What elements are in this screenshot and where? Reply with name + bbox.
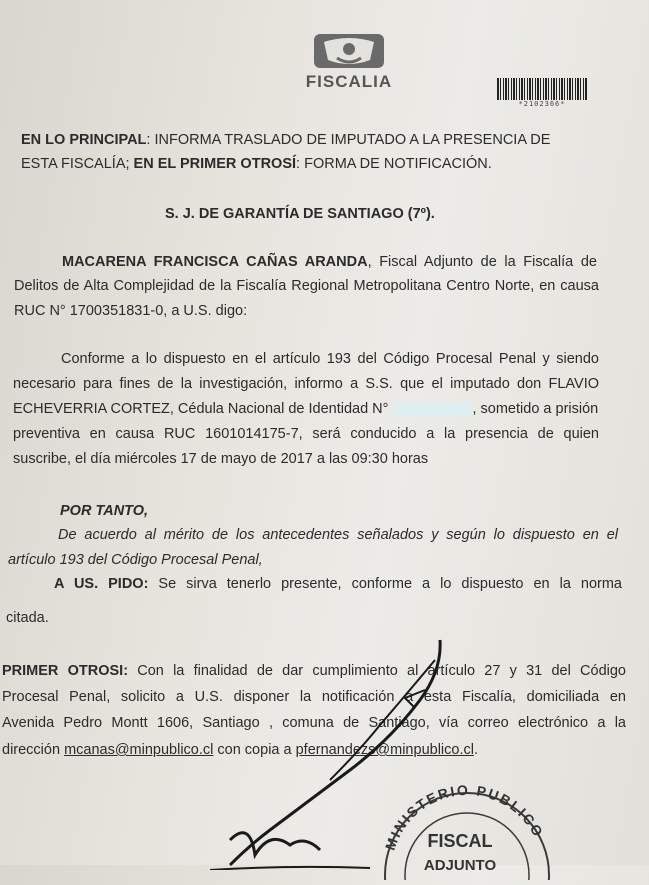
por-tanto: POR TANTO, — [60, 503, 149, 519]
intro-line-1 — [62, 253, 597, 271]
email-link-1[interactable]: mcanas@minpublico.cl — [64, 742, 214, 758]
barcode-bars — [497, 78, 587, 100]
pido-label: A US. PIDO: — [54, 576, 149, 592]
body-text-2: , sometido a prisión — [472, 401, 599, 417]
otrosi-text-5: con copia a — [213, 742, 296, 758]
court-heading: S. J. DE GARANTÍA DE SANTIAGO (7º). — [165, 206, 435, 222]
otrosi-text-6: . — [473, 742, 478, 758]
body-line-5: suscribe, el día miércoles 17 de mayo de 2017 a las 09:30 horas — [13, 451, 429, 467]
email-link-2[interactable]: pfernandezs@minpublico.cl — [295, 742, 474, 758]
otrosi-text: : FORMA DE NOTIFICACIÓN. — [296, 156, 492, 172]
fiscalia-logo — [294, 32, 404, 92]
petition-line-3 — [54, 575, 622, 593]
prosecutor-name: MACARENA FRANCISCA CAÑAS ARANDA — [62, 254, 368, 270]
stamp-seal-icon — [372, 770, 552, 880]
pido-text: Se sirva tenerlo presente, conforme a lo dispuesto en la norma — [148, 576, 622, 592]
fiscalia-emblem-icon — [310, 32, 388, 70]
intro-line-3: RUC N° 1700351831-0, a U.S. digo: — [14, 303, 248, 319]
primer-otrosi-label: PRIMER OTROSI: — [2, 663, 129, 679]
intro-line-2: Delitos de Alta Complejidad de la Fiscalía Regional Metropolitana Centro Norte, en causa — [14, 278, 599, 294]
sumilla-line-2 — [21, 155, 492, 173]
svg-text:MINISTERIO PUBLICO: MINISTERIO PUBLICO — [381, 781, 547, 853]
otrosi-label: EN EL PRIMER OTROSÍ — [133, 156, 297, 172]
body-line-2: necesario para fines de la investigación, informo a S.S. que el imputado don FLAVIO — [13, 376, 599, 392]
body-text: ECHEVERRIA CORTEZ, Cédula Nacional de Identidad N° — [13, 401, 389, 417]
otrosi-line-2: Procesal Penal, solicito a U.S. disponer la notificación a esta Fiscalía, domiciliada en — [2, 689, 626, 705]
body-line-4: preventiva en causa RUC 1601014175-7, será conducido a la presencia de quien — [13, 426, 599, 442]
otrosi-text: Con la finalidad de dar cumplimiento al artículo 27 y 31 del Código — [128, 663, 626, 679]
petition-line-2: artículo 193 del Código Procesal Penal, — [8, 552, 263, 568]
intro-text: , Fiscal Adjunto de la Fiscalía de — [367, 254, 597, 270]
sumilla-text: ESTA FISCALÍA; — [21, 156, 134, 172]
otrosi-text-4: dirección — [2, 742, 65, 758]
redacted-id — [392, 402, 472, 417]
body-line-1: Conforme a lo dispuesto en el artículo 193 del Código Procesal Penal y siendo — [61, 351, 599, 367]
sumilla-line-1 — [21, 131, 587, 149]
svg-text:ADJUNTO: ADJUNTO — [423, 857, 497, 874]
body-line-3 — [13, 400, 598, 418]
barcode-number: *2102366* — [518, 100, 566, 108]
petition-line-1: De acuerdo al mérito de los antecedentes señalados y según lo dispuesto en el — [58, 527, 618, 543]
barcode — [497, 78, 587, 108]
logo-text: FISCALIA — [305, 72, 393, 91]
otrosi-line-3: Avenida Pedro Montt 1606, Santiago , comuna de Santiago, vía correo electrónico a la — [2, 715, 626, 731]
petition-line-4: citada. — [6, 610, 49, 626]
principal-text: : INFORMA TRASLADO DE IMPUTADO A LA PRESENCIA DE — [146, 132, 551, 148]
principal-label: EN LO PRINCIPAL — [21, 132, 147, 148]
official-stamp — [372, 770, 552, 880]
svg-text:FISCAL: FISCAL — [427, 831, 493, 851]
